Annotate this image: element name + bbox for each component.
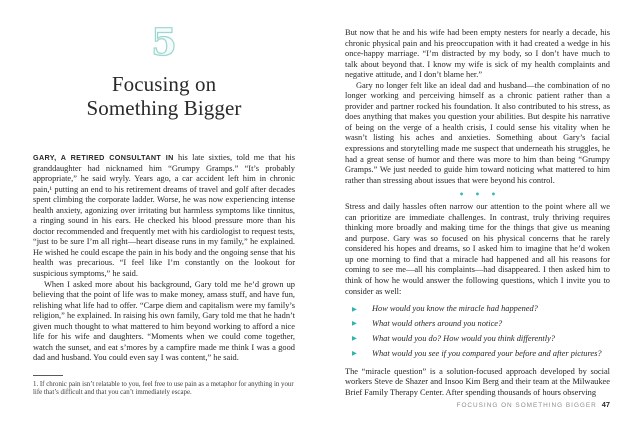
question-text: What would you do? How would you think differently? (372, 333, 555, 343)
miracle-question-list (345, 304, 610, 359)
chapter-title-line-1: Focusing on (111, 72, 217, 96)
lead-in-small-caps: GARY, A RETIRED CONSULTANT IN (33, 153, 174, 162)
question-text: What would you see if you compared your before and after pictures? (372, 348, 602, 358)
paragraph-gary-foundation: Gary no longer felt like an ideal dad and husband—the combination of no longer working and perceiving himself as a chronic patient rather than a provider and partner rocked his foundation. It also contributed to his stress, as does anything that makes you question your abilities. But despite his narrative of being on the verge of a health crisis, I could sense his vitality when he wasn’t listing his aches and anxieties. Something about Gary’s facial expressions and storytelling made me suspect that underneath his struggles, he had a great sense of humor and there was more to him than being “Grumpy Gramps.” We just needed to guide him toward noticing what mattered to him rather than stressing about issues that were beyond his control. (345, 80, 610, 185)
triangle-bullet-icon: ▶ (352, 305, 357, 313)
paragraph-gary-background: When I asked more about his background, Gary told me he’d grown up believing that the point of life was to make money, amass stuff, and have fun, relishing what life had to offer. “Carpe diem and capitalism were my family’s religion,” he explained. In raising his own family, Gary told me that he hadn’t given much thought to what mattered to him beyond working to afford a nice life for his wife and daughters. “Moments when we could come together, watch the sunset, and eat s’mores by a campfire made me think I was a good dad and husband. You could even say I was content,” he said. (33, 279, 295, 363)
paragraph-empty-nesters: But now that he and his wife had been empty nesters for nearly a decade, his chronic physical pain and his preoccupation with it had created a wedge in his once-happy marriage. “I’m distracted by my body, so I don’t have much to talk about beyond that. I know my wife is sick of my health complaints and negative attitude, and I don’t blame her.” (345, 28, 610, 80)
running-footer (457, 400, 610, 409)
question-text: How would you know the miracle had happened? (372, 304, 538, 314)
triangle-bullet-icon: ▶ (352, 320, 357, 328)
list-item (345, 304, 610, 314)
triangle-bullet-icon: ▶ (352, 335, 357, 343)
footer-chapter-title: FOCUSING ON SOMETHING BIGGER (456, 402, 597, 409)
list-item (345, 334, 610, 344)
right-page-body (345, 28, 610, 398)
right-page (345, 0, 610, 431)
question-text: What would others around you notice? (372, 318, 503, 328)
paragraph-stress-hassles: Stress and daily hassles often narrow our attention to the point where all we can prioritize are immediate challenges. In contrast, truly thriving requires thinking more broadly and making time for the things that give us meaning and purpose. Gary was so focused on his physical concerns that he rarely considered his hopes and dreams, so I asked him to imagine that he’d woken up one morning to find that a miracle had happened and all his reasons for coming to see me—all his complaints—had disappeared. I then asked him to think of how he would answer the following questions, which I invite you to consider as well: (345, 202, 610, 296)
footer-page-number: 47 (601, 400, 610, 409)
paragraph-gary-intro (33, 153, 295, 280)
triangle-bullet-icon: ▶ (352, 350, 357, 358)
chapter-title (19, 73, 309, 120)
chapter-title-line-2: Something Bigger (86, 95, 242, 120)
footnote-text: 1. If chronic pain isn’t relatable to you, feel free to use pain as a metaphor for anything in your life that’s difficult and that you can’t immediately escape. (33, 380, 294, 397)
left-page (33, 0, 295, 431)
paragraph-gary-intro-text: his late sixties, told me that his granddaughter had nicknamed him “Grumpy Gramps.” “It’s probably appropriate,” he said wryly. Years ago, a car accident left him in chronic pain,¹ putting an end to his retirement dreams of travel and golf after decades spent climbing the corporate ladder. Worse, he was now experiencing intense health anxiety, agonizing over irritating but harmless symptoms like tinnitus, a ringing sound in his ears. He checked his blood pressure more than his doctor recommended and frequently met with his cardiologist to request tests, “just to be sure I’m all right—heart disease runs in my family,” he explained. He wished he could escape the pain in his body and the ongoing sense that his health was precarious. “I feel like I’m constantly on the lookout for suspicious symptoms,” he said. (33, 153, 295, 279)
chapter-number: 5 (151, 20, 177, 64)
list-item (345, 319, 610, 329)
paragraph-miracle-question: The “miracle question” is a solution-focused approach developed by social workers Steve de Shazer and Insoo Kim Berg and their team at the Milwaukee Brief Family Therapy Center. After spending thousands of hours observing (345, 366, 610, 397)
list-item (345, 349, 610, 359)
section-break-dots: • • • (459, 190, 500, 200)
left-page-body (33, 153, 295, 398)
footnote-divider (33, 375, 63, 376)
